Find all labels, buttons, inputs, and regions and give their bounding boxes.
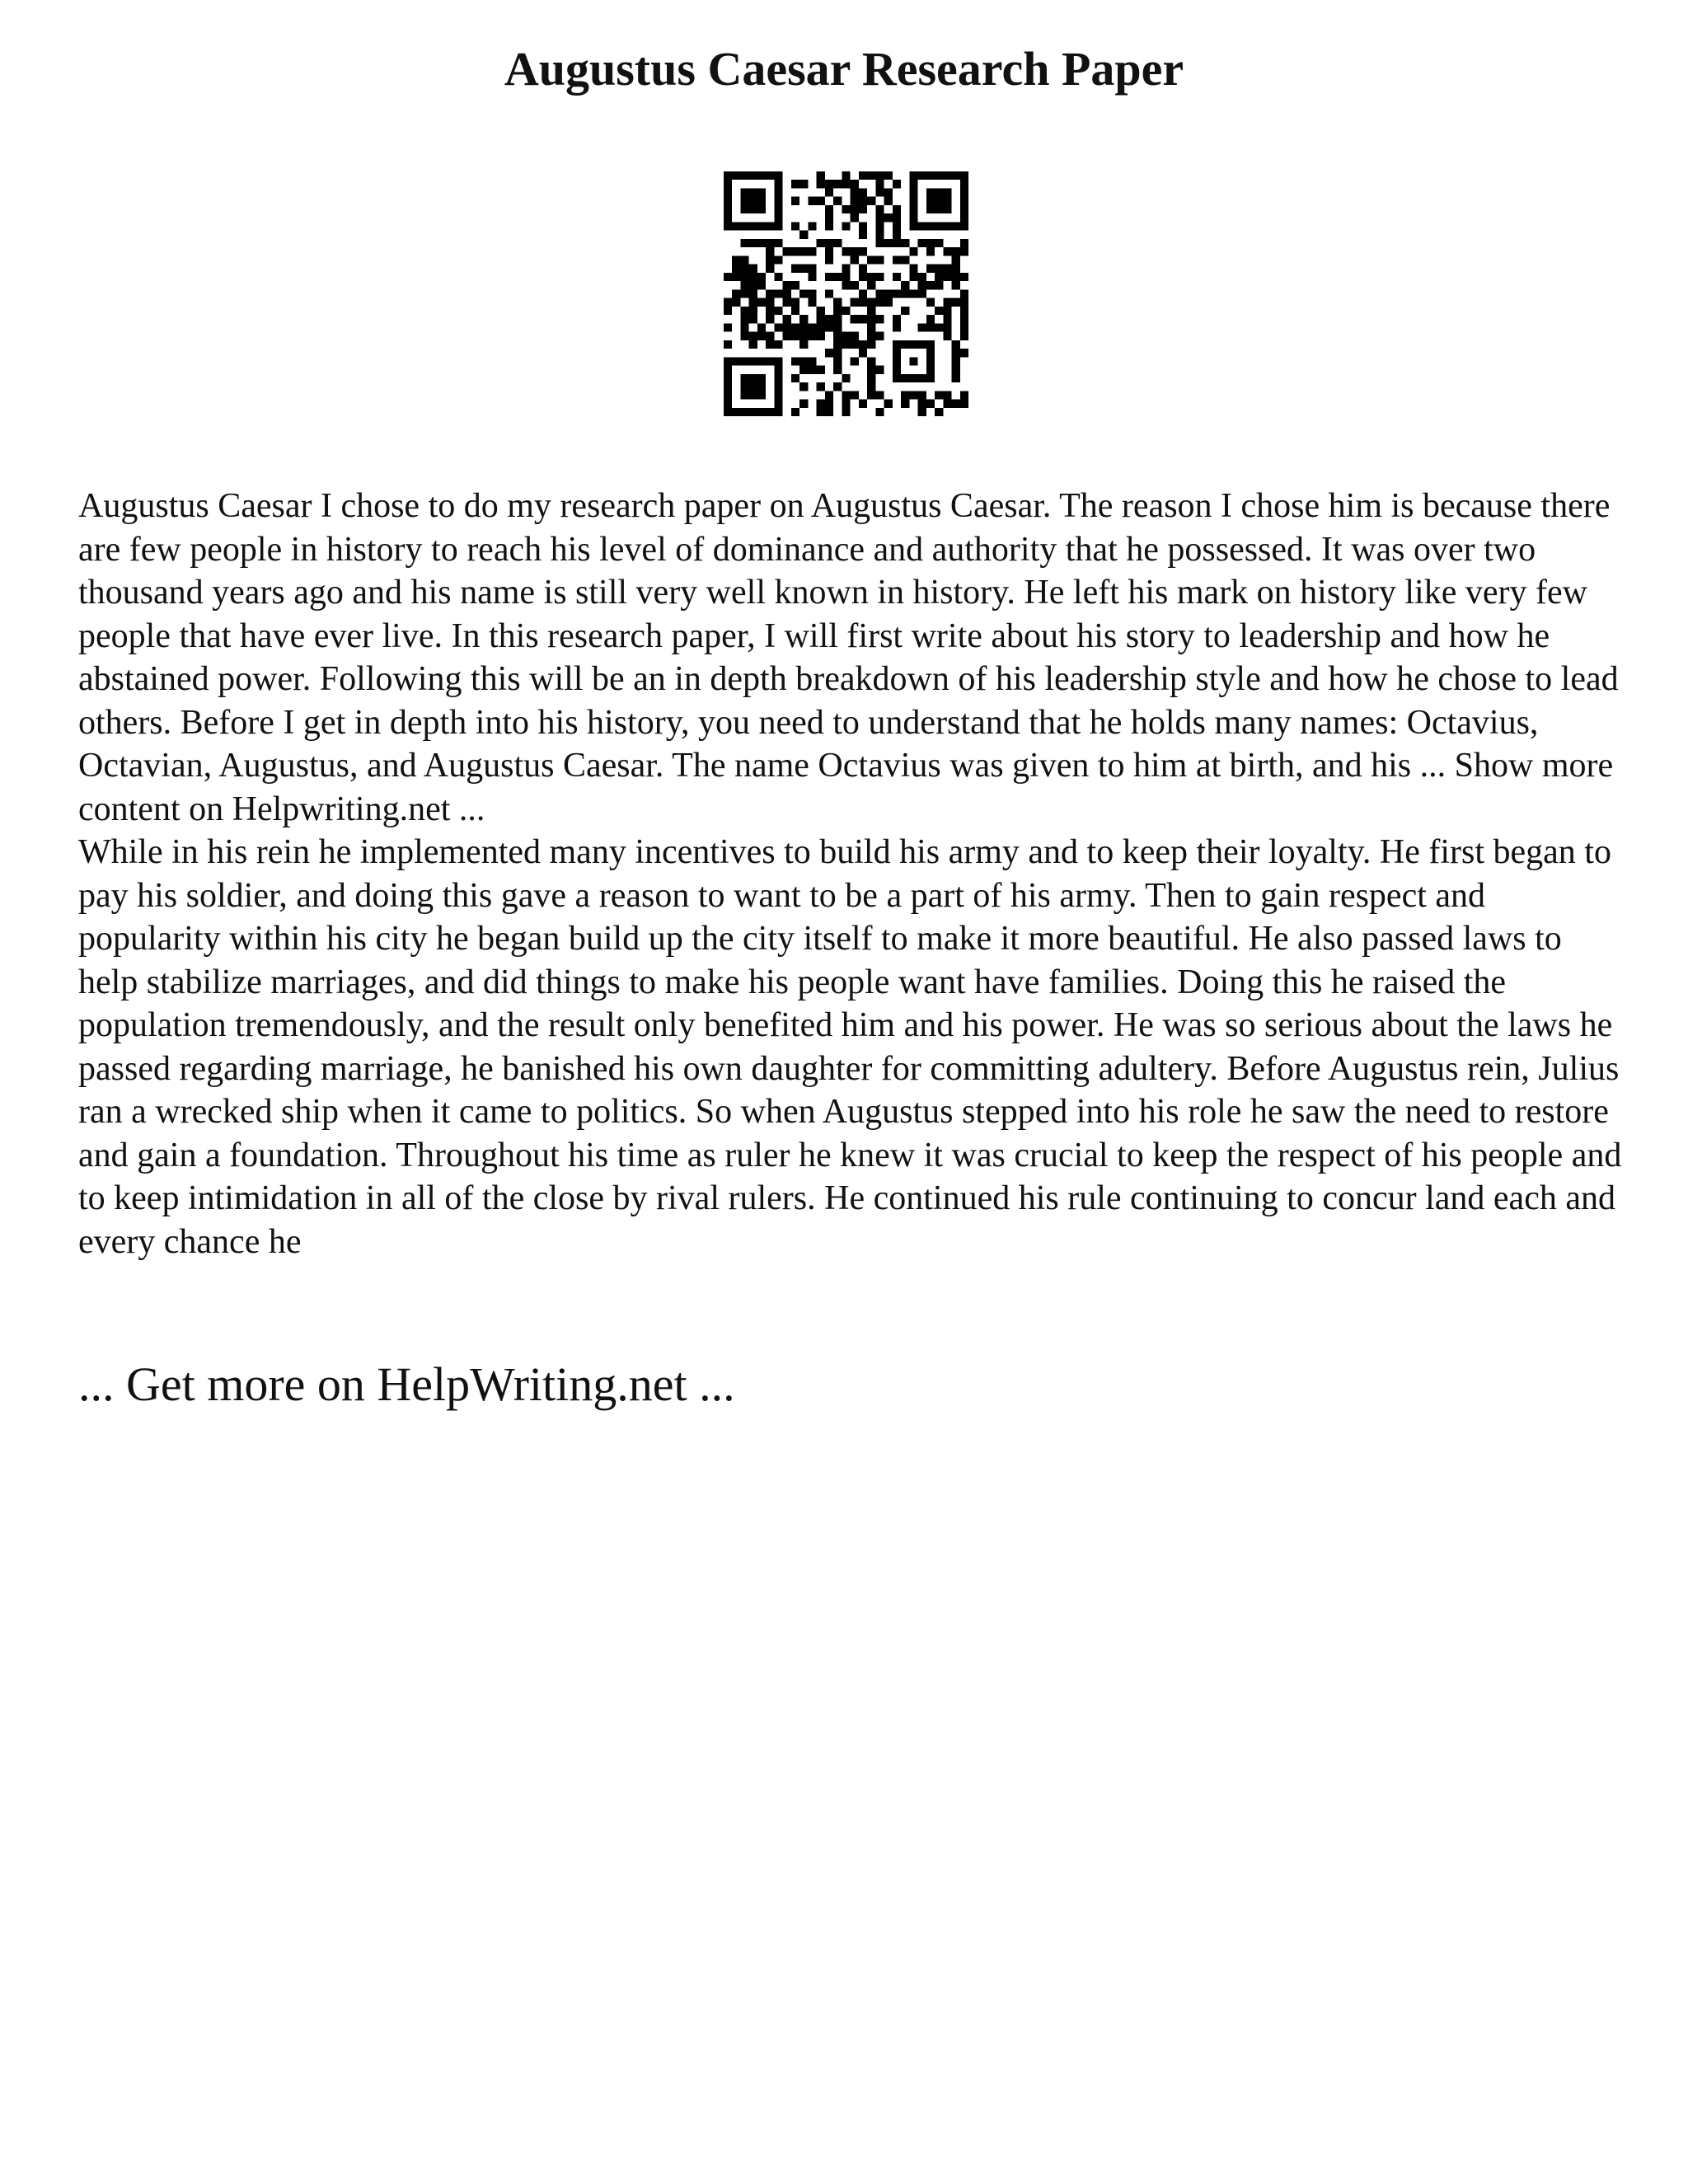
page-title: Augustus Caesar Research Paper bbox=[504, 42, 1184, 96]
paragraph-1: Augustus Caesar I chose to do my research paper on Augustus Caesar. The reason I chose him is because there are few people in history to reach his level of dominance and authority that he possessed. It was over two thousand years ago and his name is still very well known in history. He left his mark on history like very few people that have ever live. In this research paper, I will first write about his story to leadership and how he abstained power. Following this will be an in depth breakdown of his leadership style and how he chose to lead others. Before I get in depth into his history, you need to understand that he holds many names: Octavius, Octavian, Augustus, and Augustus Caesar. The name Octavius was given to him at birth, and his ... Show more content on Helpwriting.net ... bbox=[78, 487, 1619, 828]
get-more-link[interactable]: ... Get more on HelpWriting.net ... bbox=[78, 1357, 735, 1411]
paragraph-2: While in his rein he implemented many incentives to build his army and to keep their loyalty. He first began to pay his soldier, and doing this gave a reason to want to be a part of his army. Then to gain respect and popularity within his city he began build up the city itself to make it more beautiful. He also passed laws to help stabilize marriages, and did things to make his people want have families. Doing this he raised the population tremendously, and the result only benefited him and his power. He was so serious about the laws he passed regarding marriage, he banished his own daughter for committing adultery. Before Augustus rein, Julius ran a wrecked ship when it came to politics. So when Augustus stepped into his role he saw the need to restore and gain a foundation. Throughout his time as ruler he knew it was crucial to keep the respect of his people and to keep intimidation in all of the close by rival rulers. He continued his rule continuing to concur land each and every chance he bbox=[78, 833, 1622, 1261]
body-text bbox=[78, 485, 1628, 1263]
qr-code-image bbox=[724, 171, 968, 416]
qr-code-graphic bbox=[724, 171, 968, 416]
